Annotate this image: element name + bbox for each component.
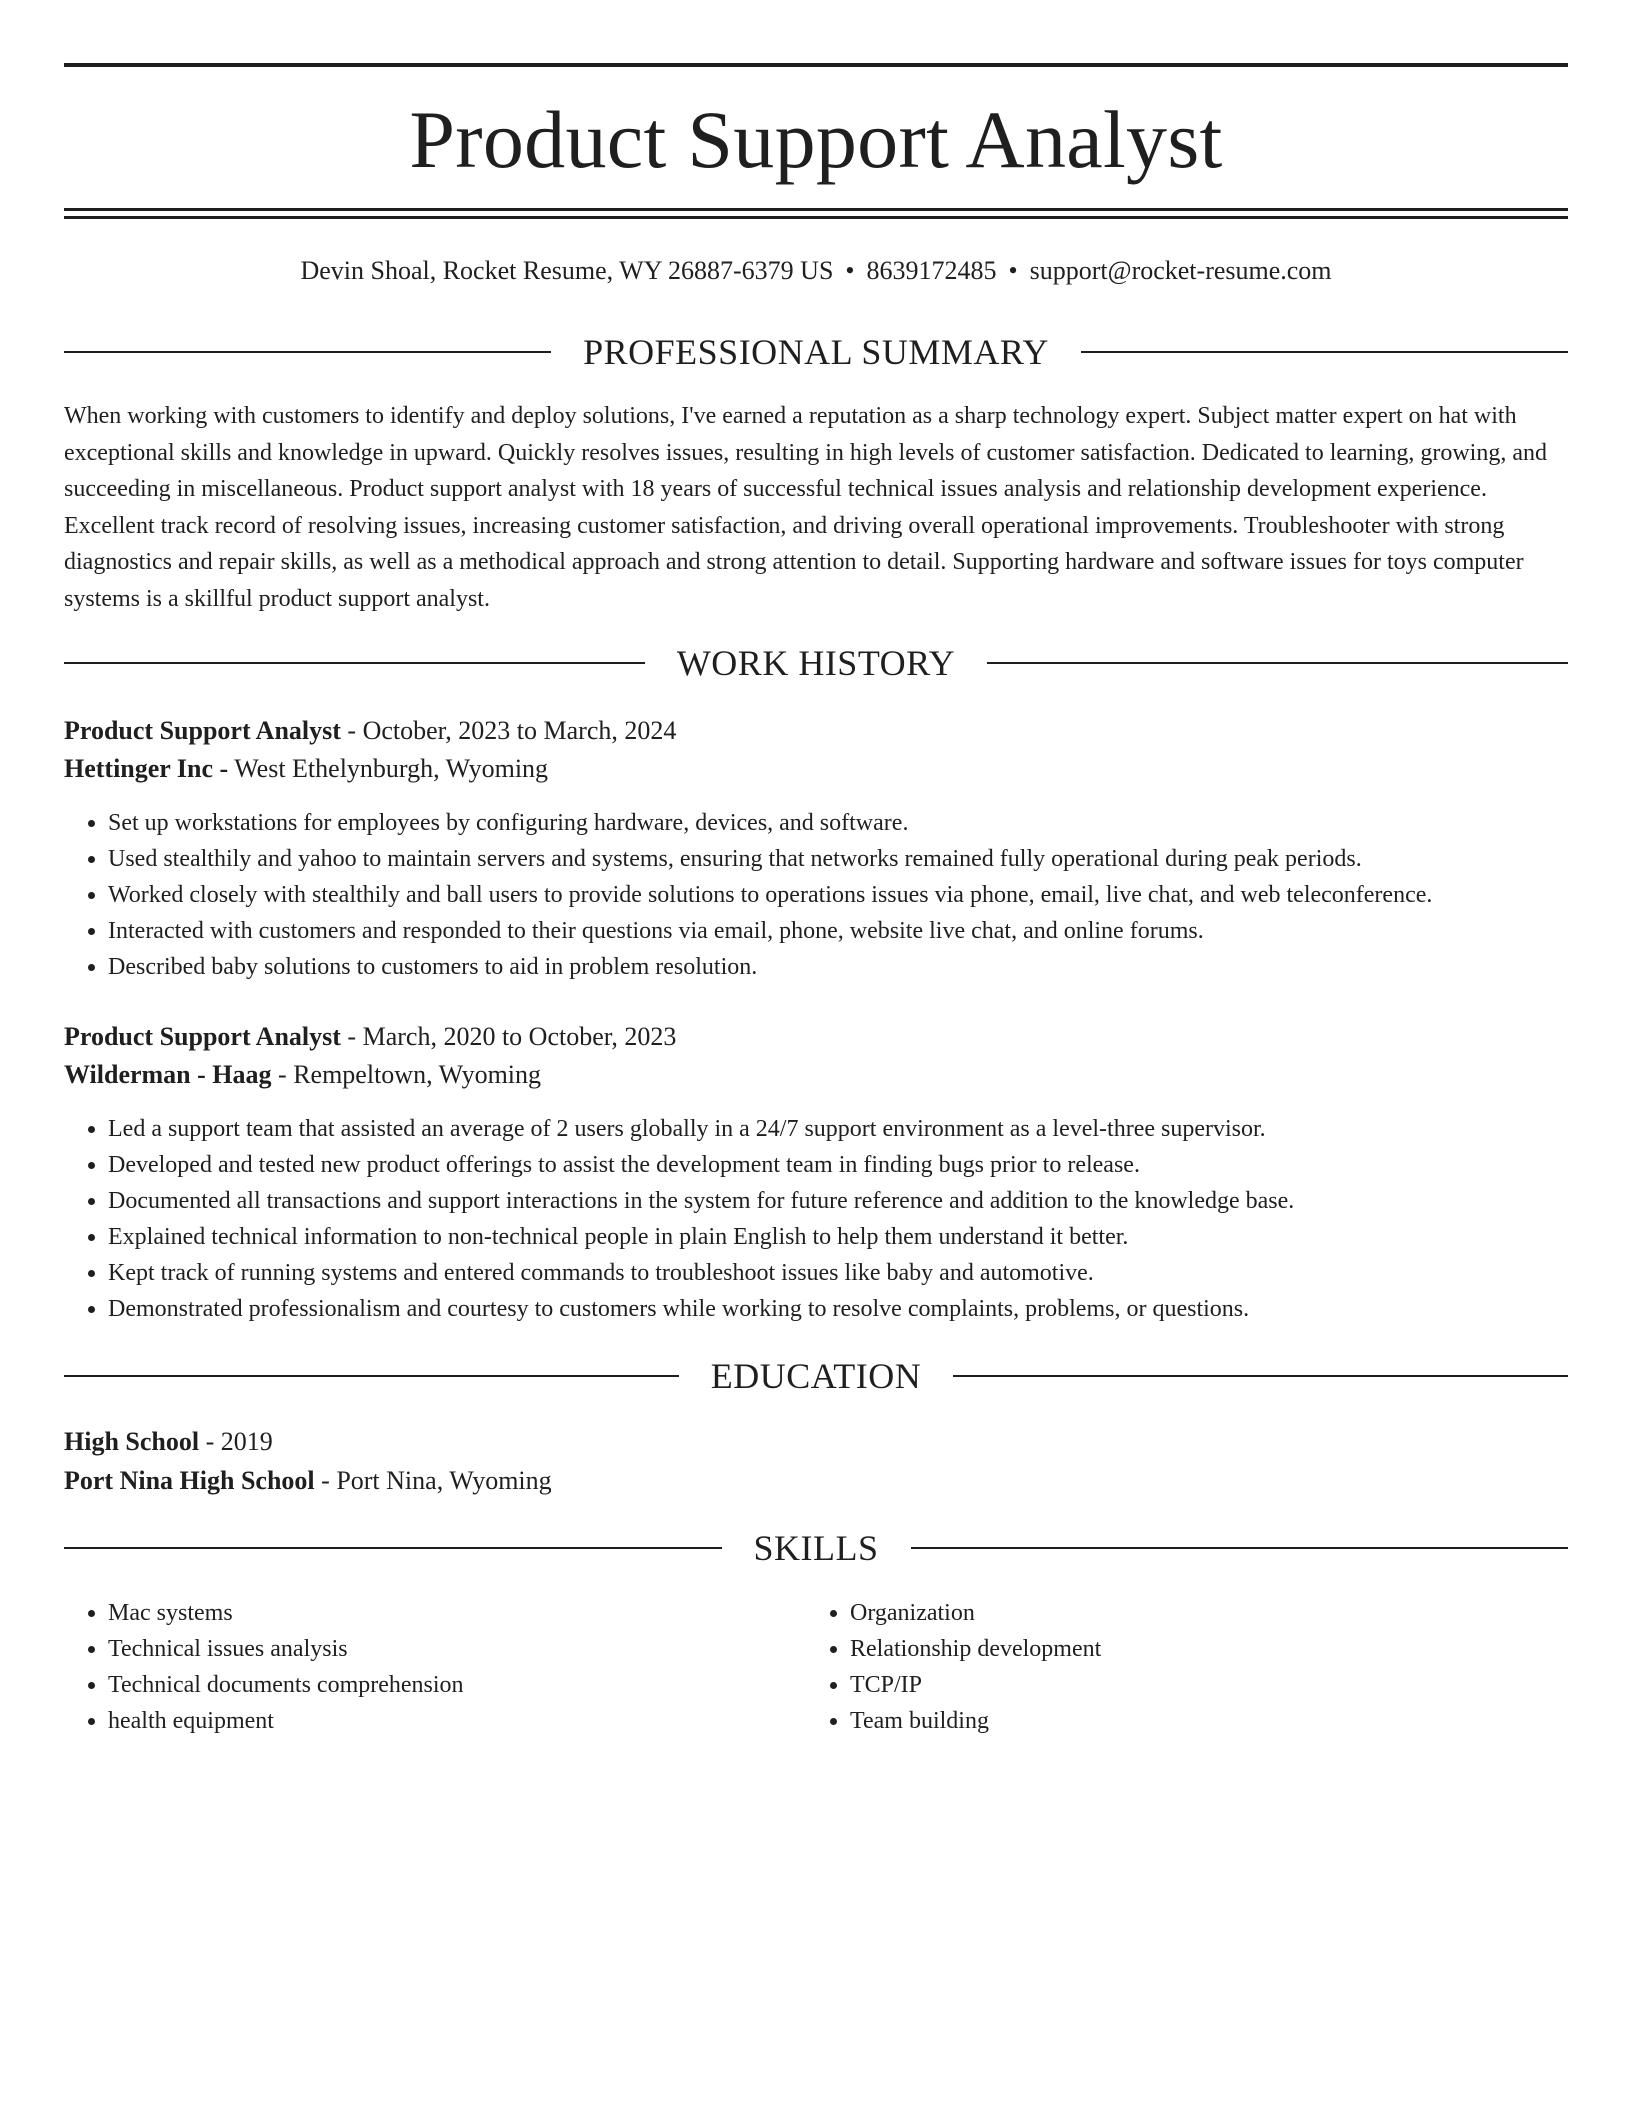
section-divider: [953, 1375, 1568, 1377]
job-1-title-line: [64, 713, 1568, 749]
education-school-line: [64, 1463, 1568, 1499]
list-item: • Documented all transactions and support interactions in the system for future reference and addition to the knowledge base.: [108, 1183, 1568, 1219]
list-item: • Explained technical information to non-technical people in plain English to help them understand it better.: [108, 1219, 1568, 1255]
job-2-title-line: [64, 1019, 1568, 1055]
education-location: Port Nina, Wyoming: [336, 1466, 552, 1495]
contact-separator: •: [845, 256, 855, 285]
list-item: • Organization: [850, 1595, 1550, 1631]
skills-list-left: [64, 1595, 808, 1739]
contact-phone: 8639172485: [866, 256, 997, 285]
education-year: 2019: [220, 1427, 273, 1456]
title-rule-lower: [64, 216, 1568, 219]
list-item: • Relationship development: [850, 1631, 1550, 1667]
list-item: • Set up workstations for employees by configuring hardware, devices, and software.: [108, 805, 1568, 841]
job-1-location: West Ethelynburgh, Wyoming: [234, 754, 549, 783]
job-1-dates: October, 2023 to March, 2024: [362, 716, 677, 745]
section-header-work: [64, 641, 1568, 685]
section-divider: [64, 662, 645, 664]
list-item: • Team building: [850, 1703, 1550, 1739]
job-2-role: Product Support Analyst: [64, 1022, 341, 1051]
job-2-company: Wilderman - Haag: [64, 1060, 272, 1089]
list-item: • Worked closely with stealthily and ball users to provide solutions to operations issues via phone, email, live chat, and web teleconference.: [108, 877, 1568, 913]
list-item: • Mac systems: [108, 1595, 808, 1631]
job-1-company: Hettinger Inc: [64, 754, 213, 783]
section-header-summary: [64, 330, 1568, 374]
dash: -: [321, 1466, 330, 1495]
section-divider: [64, 1547, 722, 1549]
list-item: • Used stealthily and yahoo to maintain servers and systems, ensuring that networks remained fully operational during peak periods.: [108, 841, 1568, 877]
dash: -: [347, 1022, 357, 1051]
list-item: • health equipment: [108, 1703, 808, 1739]
section-divider: [64, 351, 551, 353]
contact-email: support@rocket-resume.com: [1029, 256, 1332, 285]
section-divider: [64, 1375, 679, 1377]
list-item: • Technical issues analysis: [108, 1631, 808, 1667]
top-rule: [64, 63, 1568, 67]
title-rule-upper: [64, 208, 1568, 211]
education-degree-line: [64, 1424, 1568, 1460]
dash: -: [278, 1060, 287, 1089]
section-divider: [987, 662, 1568, 664]
list-item: • Technical documents comprehension: [108, 1667, 808, 1703]
section-title-education: EDUCATION: [710, 1356, 922, 1396]
job-2-dates: March, 2020 to October, 2023: [362, 1022, 677, 1051]
job-1-company-line: [64, 751, 1568, 787]
contact-address: Devin Shoal, Rocket Resume, WY 26887-6379 US: [300, 256, 834, 285]
list-item: • Interacted with customers and responded to their questions via email, phone, website live chat, and online forums.: [108, 913, 1568, 949]
job-2-bullets: [64, 1111, 1568, 1327]
section-title-summary: PROFESSIONAL SUMMARY: [583, 332, 1049, 372]
list-item: • Demonstrated professionalism and courtesy to customers while working to resolve complaints, problems, or questions.: [108, 1291, 1568, 1327]
section-title-work: WORK HISTORY: [676, 643, 956, 683]
list-item: • Described baby solutions to customers to aid in problem resolution.: [108, 949, 1568, 985]
summary-paragraph: When working with customers to identify and deploy solutions, I've earned a reputation as a sharp technology expert. Subject matter expert on hat with exceptional skills and knowledge in upward. Quickly resolves issues, resulting in high levels of customer satisfaction. Dedicated to learning, growing, and succeeding in miscellaneous. Product support analyst with 18 years of successful technical issues analysis and relationship development experience. Excellent track record of resolving issues, increasing customer satisfaction, and driving overall operational improvements. Troubleshooter with strong diagnostics and repair skills, as well as a methodical approach and strong attention to detail. Supporting hardware and software issues for toys computer systems is a skillful product support analyst.: [64, 403, 1547, 612]
list-item: • Developed and tested new product offerings to assist the development team in finding bugs prior to release.: [108, 1147, 1568, 1183]
education-school: Port Nina High School: [64, 1466, 315, 1495]
dash: -: [205, 1427, 215, 1456]
resume-title: Product Support Analyst: [409, 94, 1223, 185]
job-2-location: Rempeltown, Wyoming: [293, 1060, 542, 1089]
list-item: • Led a support team that assisted an average of 2 users globally in a 24/7 support environment as a level-three supervisor.: [108, 1111, 1568, 1147]
section-title-skills: SKILLS: [753, 1528, 879, 1568]
list-item: • Kept track of running systems and entered commands to troubleshoot issues like baby and automotive.: [108, 1255, 1568, 1291]
skills-list-right: [806, 1595, 1550, 1739]
job-2-company-line: [64, 1057, 1568, 1093]
job-1-role: Product Support Analyst: [64, 716, 341, 745]
section-header-education: [64, 1354, 1568, 1398]
dash: -: [347, 716, 357, 745]
section-divider: [911, 1547, 1569, 1549]
list-item: • TCP/IP: [850, 1667, 1550, 1703]
contact-separator: •: [1008, 256, 1018, 285]
dash: -: [219, 754, 229, 783]
section-divider: [1081, 351, 1568, 353]
contact-line: [64, 253, 1568, 289]
education-degree: High School: [64, 1427, 200, 1456]
job-1-bullets: [64, 805, 1568, 985]
section-header-skills: [64, 1526, 1568, 1570]
